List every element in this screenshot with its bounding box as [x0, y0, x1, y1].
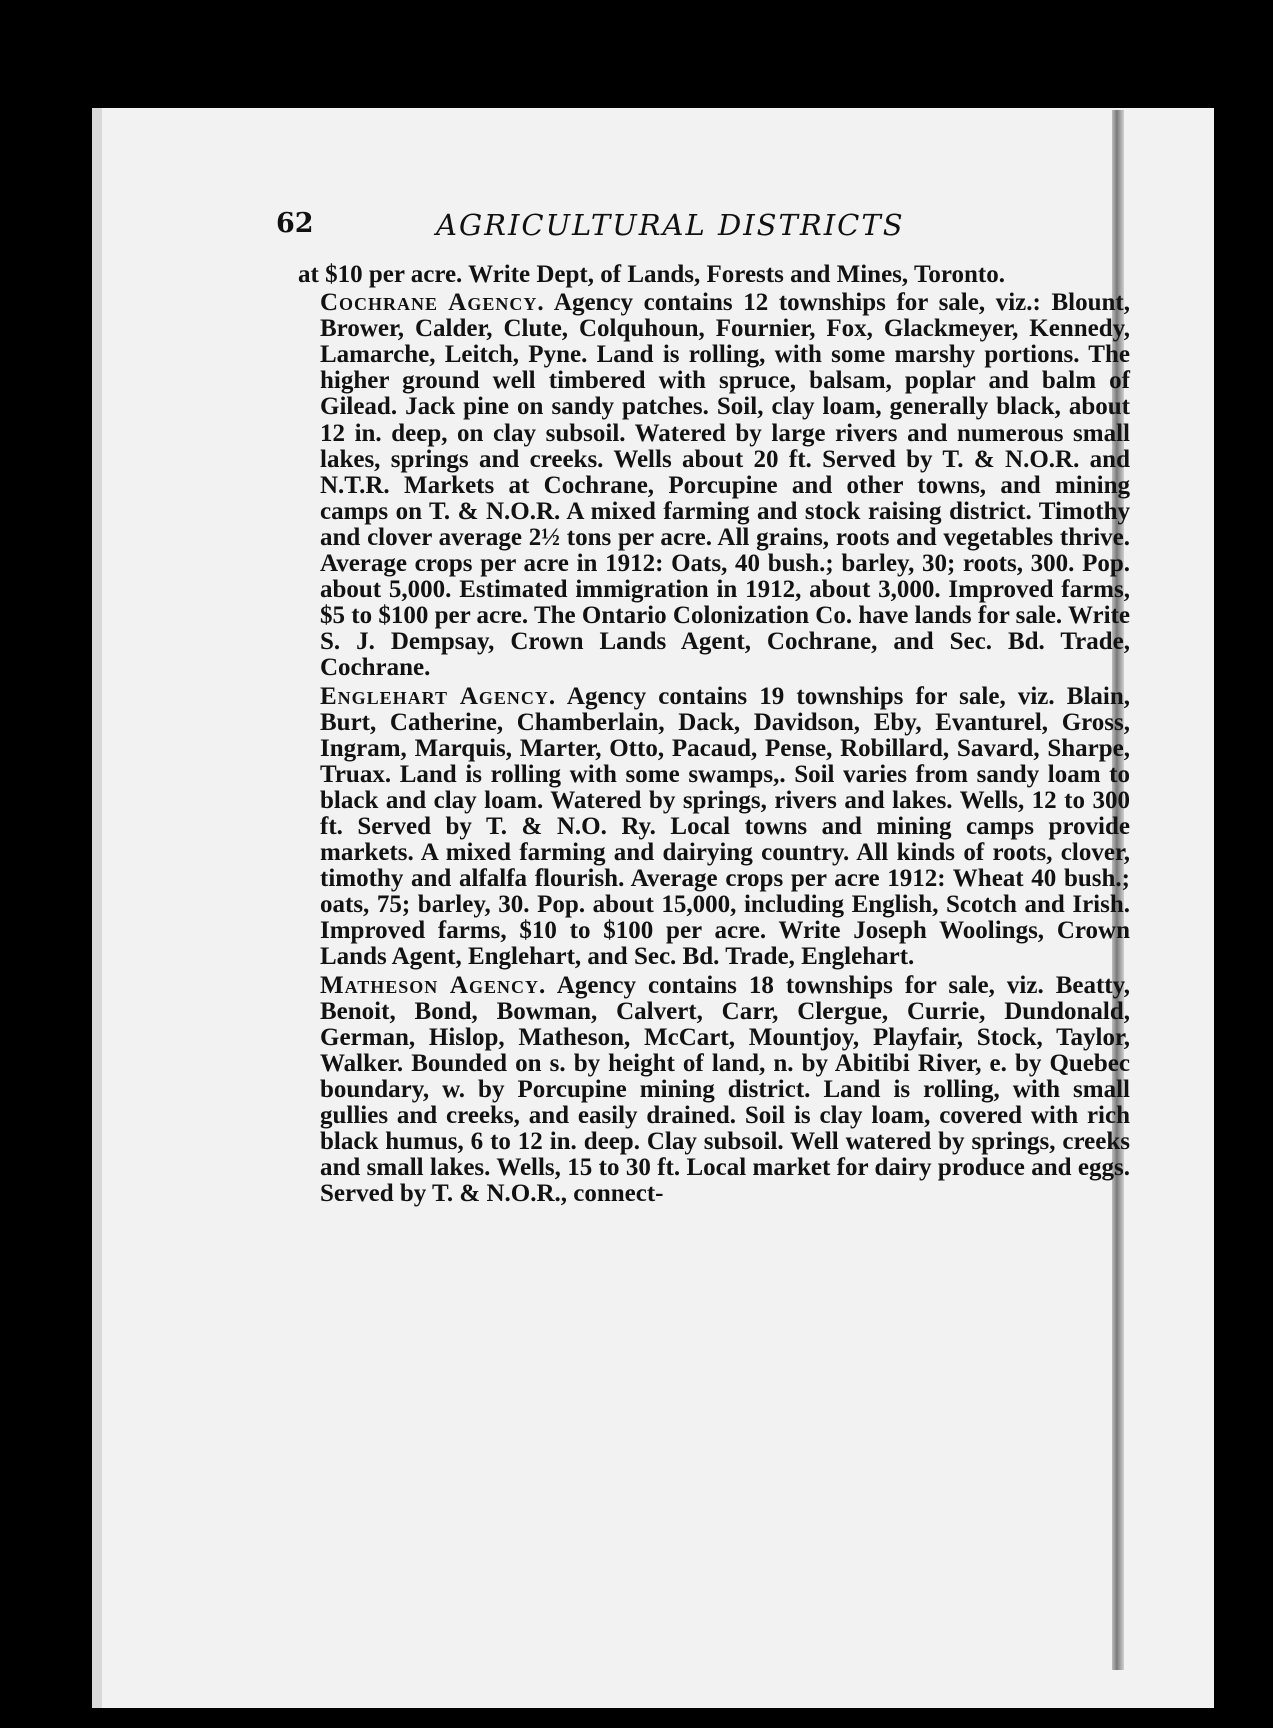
- entry-text: Agency contains 18 townships for sale, viz. Beatty, Benoit, Bond, Bowman, Calvert, Carr, Clergue, Currie, Dundonald, German, Hislop, Matheson, McCart, Mountjoy, Playfair, Stock, Taylor, Walker. Bounded on s. by height of land, n. by Abitibi River, e. by Quebec boundary, w. by Porcupine mining district. Land is rolling, with small gullies and creeks, and easily drained. Soil is clay loam, covered with rich black humus, 6 to 12 in. deep. Clay subsoil. Well watered by springs, creeks and small lakes. Wells, 15 to 30 ft. Local market for dairy produce and eggs. Served by T. & N.O.R., connect-: [320, 971, 1130, 1208]
- entry-name: Englehart Agency.: [320, 682, 557, 710]
- entry-matheson: [298, 973, 1130, 1208]
- page-number: 62: [276, 208, 314, 239]
- page-header: [276, 208, 936, 248]
- continuation-paragraph: at $10 per acre. Write Dept, of Lands, Forests and Mines, Toronto.: [298, 261, 1005, 288]
- entry-text: Agency contains 12 townships for sale, viz.: Blount, Brower, Calder, Clute, Colquhoun, Fournier, Fox, Glackmeyer, Kennedy, Lamarche, Leitch, Pyne. Land is rolling, with some marshy portions. The higher ground well timbered with spruce, balsam, poplar and balm of Gilead. Jack pine on sandy patches. Soil, clay loam, generally black, about 12 in. deep, on clay subsoil. Watered by large rivers and numerous small lakes, springs and creeks. Wells about 20 ft. Served by T. & N.O.R. and N.T.R. Markets at Cochrane, Porcupine and other towns, and mining camps on T. & N.O.R. A mixed farming and stock raising district. Timothy and clover average 2½ tons per acre. All grains, roots and vegetables thrive. Average crops per acre in 1912: Oats, 40 bush.; barley, 30; roots, 300. Pop. about 5,000. Estimated immigration in 1912, about 3,000. Improved farms, $5 to $100 per acre. The Ontario Colonization Co. have lands for sale. Write S. J. Dempsay, Crown Lands Agent, Cochrane, and Sec. Bd. Trade, Cochrane.: [320, 289, 1130, 682]
- entry-englehart: [298, 684, 1130, 971]
- entry-text: Agency contains 19 townships for sale, viz. Blain, Burt, Catherine, Chamberlain, Dack, Davidson, Eby, Evanturel, Gross, Ingram, Marquis, Marter, Otto, Pacaud, Pense, Robillard, Savard, Sharpe, Truax. Land is rolling with some swamps,. Soil varies from sandy loam to black and clay loam. Watered by springs, rivers and lakes. Wells, 12 to 300 ft. Served by T. & N.O. Ry. Local towns and mining camps provide markets. A mixed farming and dairying country. All kinds of roots, clover, timothy and alfalfa flourish. Average crops per acre 1912: Wheat 40 bush.; oats, 75; barley, 30. Pop. about 15,000, including English, Scotch and Irish. Improved farms, $10 to $100 per acre. Write Joseph Woolings, Crown Lands Agent, Englehart, and Sec. Bd. Trade, Englehart.: [320, 682, 1130, 971]
- entry-name: Cochrane Agency.: [320, 289, 545, 317]
- body-text: [298, 262, 1130, 1209]
- entry-name: Matheson Agency.: [320, 971, 547, 999]
- running-title: AGRICULTURAL DISTRICTS: [436, 208, 905, 242]
- entry-cochrane: [298, 290, 1130, 681]
- scan-border: [1214, 0, 1273, 1728]
